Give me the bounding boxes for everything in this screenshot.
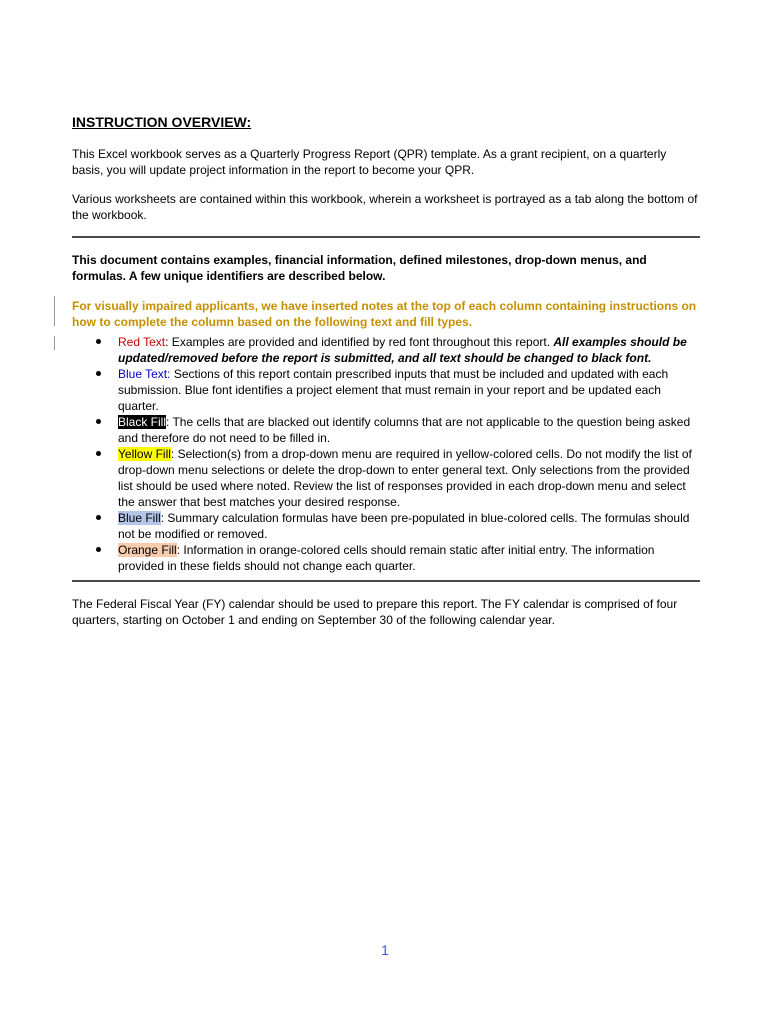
- identifier-list: [72, 334, 700, 574]
- page-title: INSTRUCTION OVERVIEW:: [72, 114, 252, 130]
- bullet-icon: [96, 339, 101, 344]
- bullet-icon: [96, 547, 101, 552]
- label-red-text: Red Text: [118, 335, 166, 349]
- worksheets-paragraph: Various worksheets are contained within this workbook, wherein a worksheet is portrayed as a tab along the bottom of the workbook.: [72, 192, 698, 222]
- divider-top: [72, 236, 700, 238]
- page-number: 1: [381, 942, 389, 958]
- identifiers-intro: This document contains examples, financial information, defined milestones, drop-down menus, and formulas. A few unique identifiers are described below.: [72, 253, 647, 283]
- intro-paragraph: This Excel workbook serves as a Quarterly Progress Report (QPR) template. As a grant recipient, on a quarterly basis, you will update project information in the report to become your QPR.: [72, 147, 667, 177]
- list-item-yellow-fill: Yellow Fill: Selection(s) from a drop-down menu are required in yellow-colored cells. Do not modify the list of drop-down menu selections or delete the drop-down to enter general text. Only selections from the provided list should be used where noted. Review the list of responses provided in each drop-down menu and select the answer that best matches your desired response.: [118, 446, 700, 510]
- label-yellow-fill: Yellow Fill: [118, 447, 171, 461]
- visually-impaired-note: For visually impaired applicants, we have inserted notes at the top of each column containing instructions on how to complete the column based on the following text and fill types.: [72, 299, 697, 329]
- label-black-fill: Black Fill: [118, 415, 167, 429]
- list-item-blue-fill: Blue Fill: Summary calculation formulas have been pre-populated in blue-colored cells. The formulas should not be modified or removed.: [118, 510, 700, 542]
- list-item-red-text: Red Text: Examples are provided and identified by red font throughout this report. All examples should be updated/removed before the report is submitted, and all text should be changed to black font.: [118, 334, 700, 366]
- bullet-icon: [96, 371, 101, 376]
- bullet-icon: [96, 419, 101, 424]
- list-item-orange-fill: Orange Fill: Information in orange-colored cells should remain static after initial entry. The information provided in these fields should not change each quarter.: [118, 542, 700, 574]
- list-item-black-fill: Black Fill: The cells that are blacked out identify columns that are not applicable to the question being asked and therefore do not need to be filled in.: [118, 414, 700, 446]
- margin-change-bar: [54, 296, 55, 326]
- divider-bottom: [72, 580, 700, 582]
- examples-warning: All examples should be updated/removed before the report is submitted, and all text should be changed to black font.: [118, 335, 687, 365]
- label-orange-fill: Orange Fill: [118, 543, 177, 557]
- bullet-icon: [96, 451, 101, 456]
- document-page: [72, 112, 700, 641]
- label-blue-fill: Blue Fill: [118, 511, 161, 525]
- fiscal-year-paragraph: The Federal Fiscal Year (FY) calendar should be used to prepare this report. The FY calendar is comprised of four quarters, starting on October 1 and ending on September 30 of the following calendar year.: [72, 597, 678, 627]
- margin-change-bar-2: [54, 336, 55, 350]
- label-blue-text: Blue Text:: [118, 367, 171, 381]
- bullet-icon: [96, 515, 101, 520]
- list-item-blue-text: Blue Text: Sections of this report contain prescribed inputs that must be included and updated with each submission. Blue font identifies a project element that must remain in your report and be updated each quarter.: [118, 366, 700, 414]
